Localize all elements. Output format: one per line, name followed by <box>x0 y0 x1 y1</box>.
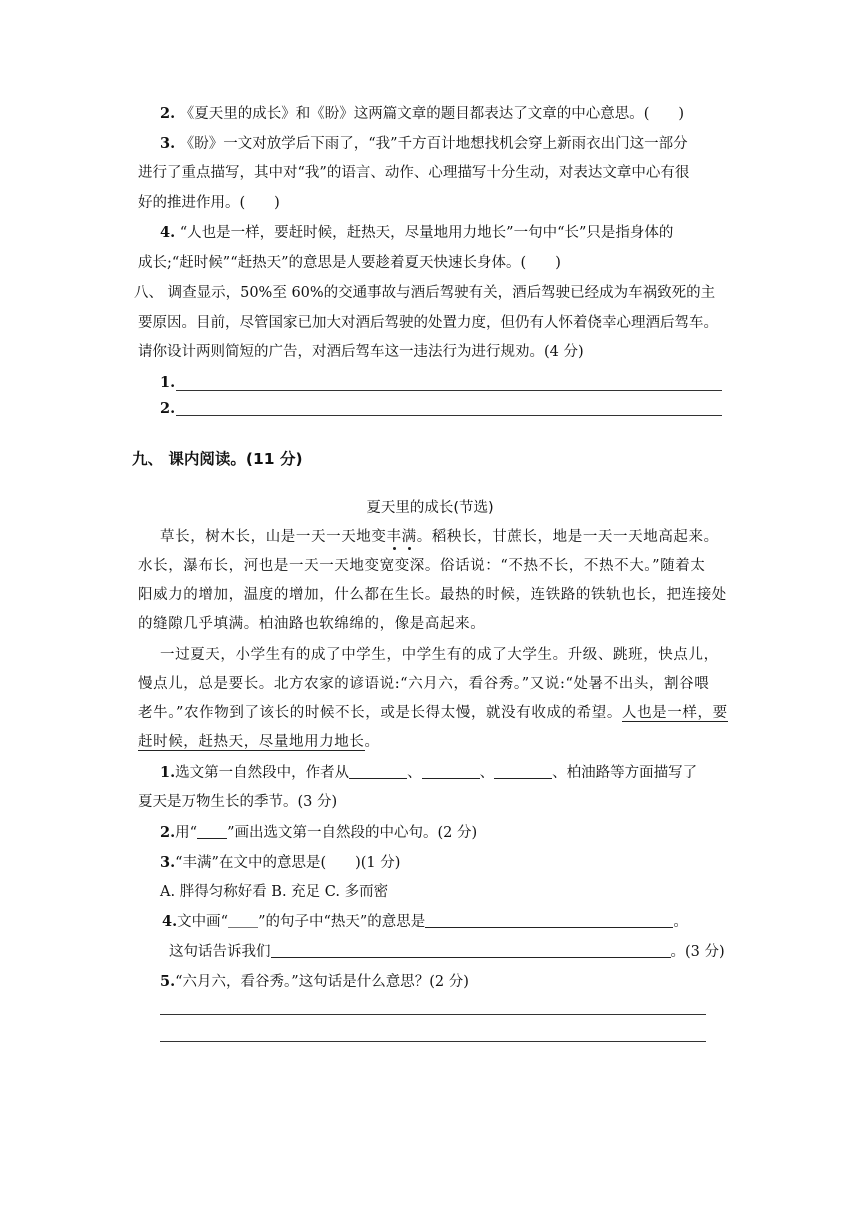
reading-q4-text: 文中画“ <box>177 914 229 930</box>
section8-line1: 八、 调查显示，50%至 60%的交通事故与酒后驾驶有关，酒后驾驶已经成为车祸致死的主 <box>134 285 716 301</box>
reading-q5 <box>160 972 732 992</box>
reading-q1-sep: 、 <box>407 765 422 781</box>
section8-line2: 要原因。目前，尽管国家已加大对酒后驾驶的处置力度，但仍有人怀着侥幸心理酒后驾车。 <box>138 315 718 331</box>
reading-q5-answer-line-1[interactable] <box>160 1014 706 1015</box>
reading-q2-num: 2. <box>160 824 176 841</box>
passage-p1-line1 <box>160 527 732 547</box>
judge-q3-text-1: 《盼》一文对放学后下雨了，“我”千方百计地想找机会穿上新雨衣出门这一部分 <box>179 136 688 152</box>
judge-q2 <box>160 104 732 124</box>
section8-answer-1-line[interactable] <box>176 390 722 391</box>
section8-answer-2-num: 2. <box>160 400 176 417</box>
passage-p1-line2: 水长，瀑布长，河也是一天一天地变宽变深。俗话说：“不热不长，不热不大。”随着太 <box>138 558 706 574</box>
passage-text: 草长，树木长，山是一天一天地变 <box>160 529 387 545</box>
passage-p1-line3: 阳威力的增加，温度的增加，什么都在生长。最热的时候，连铁路的铁轨也长，把连接处 <box>138 587 727 603</box>
reading-q4-blank-2[interactable] <box>271 943 671 958</box>
emphasis-man: 满 <box>401 529 417 545</box>
passage-text: 。稻秧长，甘蔗长，地是一天一天地高起来。 <box>416 529 719 545</box>
judge-q2-text: 《夏天里的成长》和《盼》这两篇文章的题目都表达了文章的中心意思。( ) <box>179 106 685 122</box>
passage-p1-line4: 的缝隙几乎填满。柏油路也软绵绵的，像是高起来。 <box>138 616 486 632</box>
passage-p2-line3 <box>138 703 732 723</box>
passage-text: 老牛。”农作物到了该长的时候不长，或是长得太慢，就没有收成的希望。 <box>138 705 622 721</box>
reading-q1-text: 选文第一自然段中，作者从 <box>175 765 350 781</box>
section8-line3: 请你设计两则简短的广告，对酒后驾车这一违法行为进行规劝。(4 分) <box>138 344 584 360</box>
reading-q4-text-end: 。 <box>673 914 688 930</box>
passage-p2-line2: 慢点儿，总是要长。北方农家的谚语说:“六月六，看谷秀。”又说:“处暑不出头，割谷喂 <box>138 676 710 692</box>
passage-title: 夏天里的成长(节选) <box>366 500 494 516</box>
section8-answer-1-num: 1. <box>160 374 176 391</box>
section8-answer-2 <box>160 399 732 419</box>
reading-q2-text: 用“ <box>175 825 198 841</box>
judge-q4-num: 4. <box>160 224 176 241</box>
judge-q3-line2: 进行了重点描写，其中对“我”的语言、动作、心理描写十分生动，对表达文章中心有很 <box>138 165 690 181</box>
judge-q4-line2: 成长;“赶时候”“赶热天”的意思是人要趁着夏天快速长身体。( ) <box>138 255 561 271</box>
reading-q5-text: “六月六，看谷秀。”这句话是什么意思？(2 分) <box>175 974 469 990</box>
reading-q3-options: A. 胖得匀称好看 B. 充足 C. 多而密 <box>160 884 389 900</box>
reading-q4-line1 <box>162 912 734 932</box>
reading-q5-answer-line-2[interactable] <box>160 1041 706 1042</box>
underline-sample <box>197 824 227 839</box>
reading-q4-blank-1[interactable] <box>425 913 673 928</box>
reading-q1-line2: 夏天是万物生长的季节。(3 分) <box>138 794 338 810</box>
reading-q3-text: “丰满”在文中的意思是( )(1 分) <box>175 855 401 871</box>
judge-q3-line1 <box>160 134 732 154</box>
reading-q4-text-mid: ”的句子中“热天”的意思是 <box>258 914 426 930</box>
reading-q3 <box>160 853 732 873</box>
reading-q1-blank-1[interactable] <box>349 764 407 779</box>
reading-q1-blank-3[interactable] <box>494 764 552 779</box>
underline-sample <box>228 913 258 928</box>
passage-p2-line4 <box>138 732 732 752</box>
judge-q3-line3: 好的推进作用。( ) <box>138 195 280 211</box>
section8-answer-2-line[interactable] <box>176 415 722 416</box>
passage-p2-line1: 一过夏天，小学生有的成了中学生，中学生有的成了大学生。升级、跳班，快点儿， <box>160 647 719 663</box>
reading-q5-num: 5. <box>160 973 176 990</box>
reading-q4-text-2: 这句话告诉我们 <box>169 944 271 960</box>
reading-q3-num: 3. <box>160 854 176 871</box>
reading-q4-num: 4. <box>162 913 178 930</box>
reading-q1-num: 1. <box>160 764 176 781</box>
judge-q4-line1 <box>160 223 732 243</box>
emphasis-feng: 丰 <box>386 529 402 545</box>
judge-q3-num: 3. <box>160 135 176 152</box>
underlined-sentence-part1: 人也是一样，要 <box>621 705 728 721</box>
underlined-sentence-part2: 赶时候，赶热天，尽量地用力地长 <box>138 734 365 750</box>
reading-q4-text-2-end: 。(3 分) <box>670 944 725 960</box>
reading-q1-sep: 、 <box>479 765 495 781</box>
reading-q1-line1 <box>160 763 732 783</box>
reading-q1-blank-2[interactable] <box>422 764 480 779</box>
judge-q4-text-1: “人也是一样，要赶时候，赶热天，尽量地用力地长”一句中“长”只是指身体的 <box>179 225 674 241</box>
judge-q2-num: 2. <box>160 105 176 122</box>
passage-text: 。 <box>364 734 380 750</box>
reading-q2-text-end: ”画出选文第一自然段的中心句。(2 分) <box>227 825 478 841</box>
reading-q2 <box>160 823 732 843</box>
reading-q1-text-end: 、柏油路等方面描写了 <box>552 765 698 781</box>
section9-heading: 九、 课内阅读。(11 分) <box>132 450 303 468</box>
reading-q4-line2 <box>169 942 735 962</box>
